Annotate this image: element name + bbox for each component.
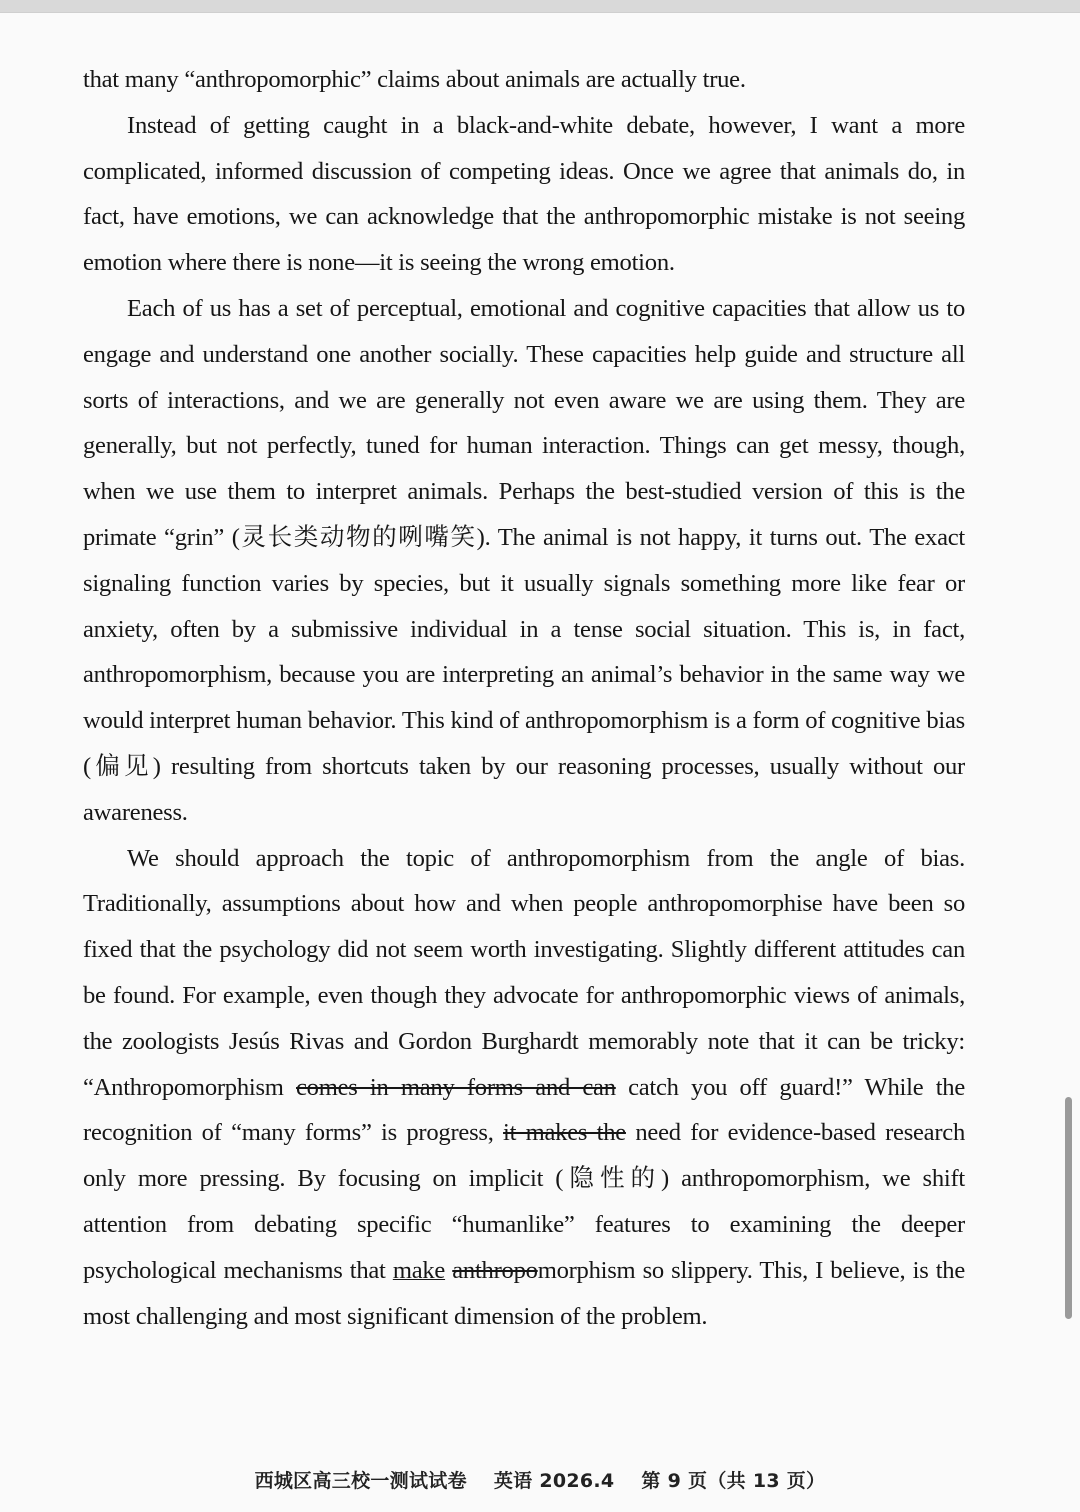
page-footer <box>0 1466 1080 1493</box>
struck-text: anthropo <box>452 1256 538 1284</box>
document-page <box>0 13 1080 1512</box>
paragraph-4-text: catch you off guard!” While the recognition of “many forms” is progress, <box>83 1073 966 1147</box>
footer-page-number: 第 9 页（共 13 页） <box>641 1470 826 1492</box>
paragraph-1: that many “anthropomorphic” claims about animals are actually true. <box>83 66 746 93</box>
paragraph-2: Instead of getting caught in a black-and-white debate, however, I want a more complicated, informed discussion of competing ideas. Once we agree that animals do, in fact, have emotions, we can acknowledge that the anthropomorphic mistake is not seeing emotion where there is none—it is seeing the wrong emotion. <box>83 111 965 277</box>
paragraph-4 <box>83 836 965 1340</box>
struck-text: it makes the <box>503 1119 626 1147</box>
underlined-text: make <box>392 1256 446 1284</box>
window-top-bar <box>0 0 1080 13</box>
struck-text: comes in many forms and can <box>296 1073 616 1101</box>
document-body <box>83 57 965 1339</box>
footer-exam-title: 西城区高三校一测试试卷 <box>254 1470 467 1492</box>
footer-subject: 英语 2026.4 <box>493 1470 615 1492</box>
paragraph-4-text: We should approach the topic of anthropomorphism from the angle of bias. Traditionally, assumptions about how and when people anthropomorphise have been so fixed that the psychology did not seem worth investigating. Slightly different attitudes can be found. For example, even though they advocate for anthropomorphic views of animals, the zoologists Jesús Rivas and Gordon Burghardt memorably note that it can be tricky: “Anthropomorphism <box>83 844 965 1101</box>
scrollbar-thumb[interactable] <box>1065 1097 1072 1319</box>
paragraph-3: Each of us has a set of perceptual, emotional and cognitive capacities that allow us to engage and understand one another socially. These capacities help guide and structure all sorts of interactions, and we are generally not even aware we are using them. They are generally, but not perfectly, tuned for human interaction. Things can get messy, though, when we use them to interpret animals. Perhaps the best-studied version of this is the primate “grin” (灵长类动物的咧嘴笑). The animal is not happy, it turns out. The exact signaling function varies by species, but it usually signals something more like fear or anxiety, often by a submissive individual in a tense social situation. This is, in fact, anthropomorphism, because you are interpreting an animal’s behavior in the same way we would interpret human behavior. This kind of anthropomorphism is a form of cognitive bias (偏见) resulting from shortcuts taken by our reasoning processes, usually without our awareness. <box>83 294 965 826</box>
paragraph-4-text: need for evidence-based research only more pressing. By focusing on implicit (隐性的) anthropomorphism, we shift attention from debating specific “humanlike” features to examining the deeper psychological mechanisms that <box>83 1119 965 1284</box>
paragraph-4-text: morphism so slippery. This, I believe, is the most challenging and most significant dimension of the problem. <box>83 1256 965 1330</box>
